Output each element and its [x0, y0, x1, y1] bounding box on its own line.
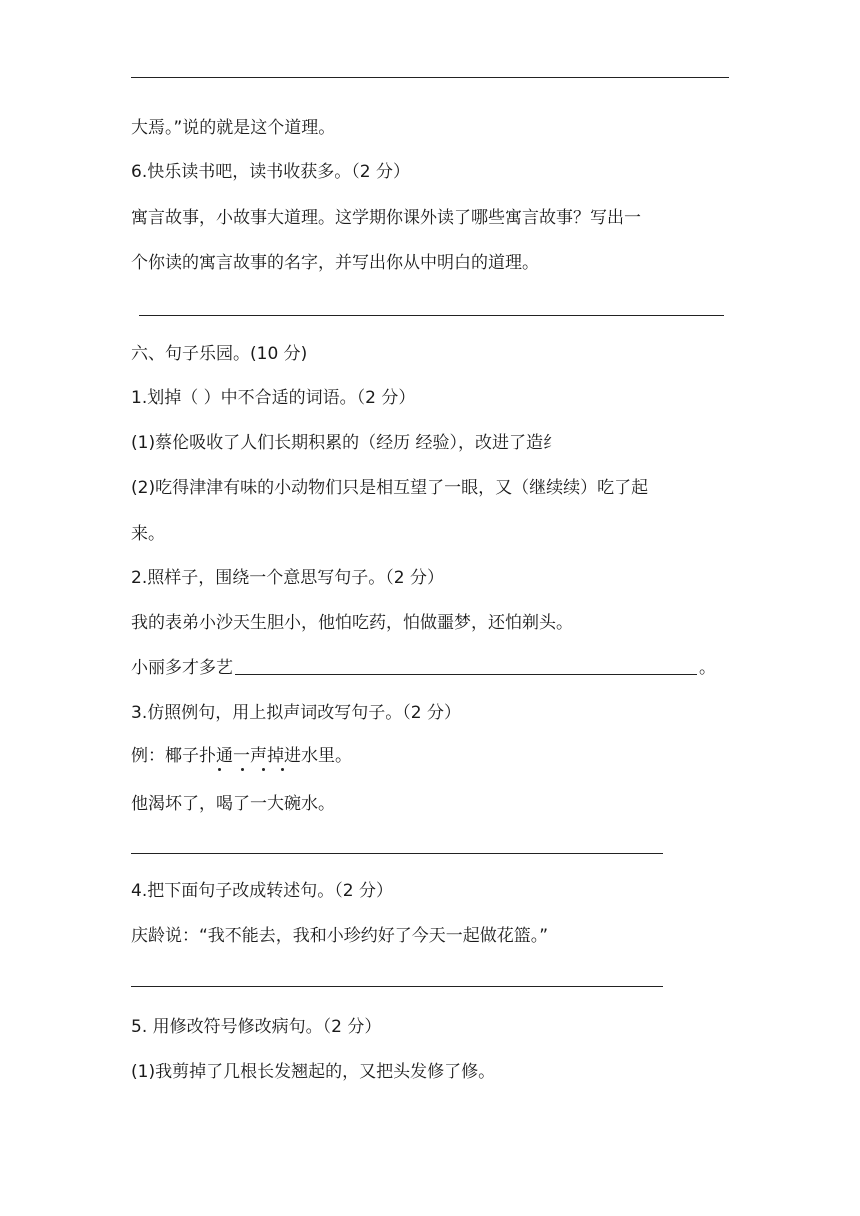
question-3-sentence: 他渴坏了，喝了一大碗水。: [131, 794, 335, 814]
question-1-title: 1.划掉（ ）中不合适的词语。（2 分）: [131, 388, 416, 408]
question-1-item-1: (1)蔡伦吸收了人们长期积累的（经历 经验），改进了造纟: [131, 433, 560, 453]
question-5-item-1: (1)我剪掉了几根长发翘起的，又把头发修了修。: [131, 1062, 496, 1082]
question-4-title: 4.把下面句子改成转述句。（2 分）: [131, 881, 393, 901]
question-5-title: 5. 用修改符号修改病句。（2 分）: [131, 1017, 382, 1037]
text-line-da-yan: 大焉。”说的就是这个道理。: [131, 118, 336, 138]
question-2-prompt-end: 。: [699, 658, 716, 678]
section-6-title: 六、句子乐园。(10 分): [131, 344, 308, 364]
question-1-item-2a: (2)吃得津津有味的小动物们只是相互望了一眼，又（继续续）吃了起: [131, 478, 649, 498]
question-2-title: 2.照样子，围绕一个意思写句子。（2 分）: [131, 568, 444, 588]
answer-blank-q2: [235, 658, 697, 675]
answer-line-q4: [131, 986, 663, 987]
emphasis-dot: [281, 768, 284, 771]
question-2-prompt-start: 小丽多才多艺: [131, 658, 233, 678]
question-2-example: 我的表弟小沙天生胆小，他怕吃药，怕做噩梦，还怕剃头。: [131, 613, 573, 633]
emphasis-dot: [262, 768, 265, 771]
answer-line-q3: [131, 853, 663, 854]
emphasis-dot: [241, 768, 244, 771]
question-1-item-2b: 来。: [131, 524, 165, 544]
question-3-example: 例：椰子扑通一声掉进水里。: [131, 746, 352, 766]
answer-line-top: [131, 77, 729, 78]
emphasis-dot: [218, 768, 221, 771]
question-3-title: 3.仿照例句，用上拟声词改写句子。（2 分）: [131, 703, 461, 723]
question-2-prompt: [131, 657, 716, 679]
question-6-text-1: 寓言故事，小故事大道理。这学期你课外读了哪些寓言故事？写出一: [131, 208, 641, 228]
question-6-text-2: 个你读的寓言故事的名字，并写出你从中明白的道理。: [131, 253, 539, 273]
question-6-title: 6.快乐读书吧，读书收获多。（2 分）: [131, 162, 410, 182]
question-4-sentence: 庆龄说：“我不能去，我和小珍约好了今天一起做花篮。”: [131, 926, 549, 946]
answer-line-q6: [139, 315, 724, 316]
